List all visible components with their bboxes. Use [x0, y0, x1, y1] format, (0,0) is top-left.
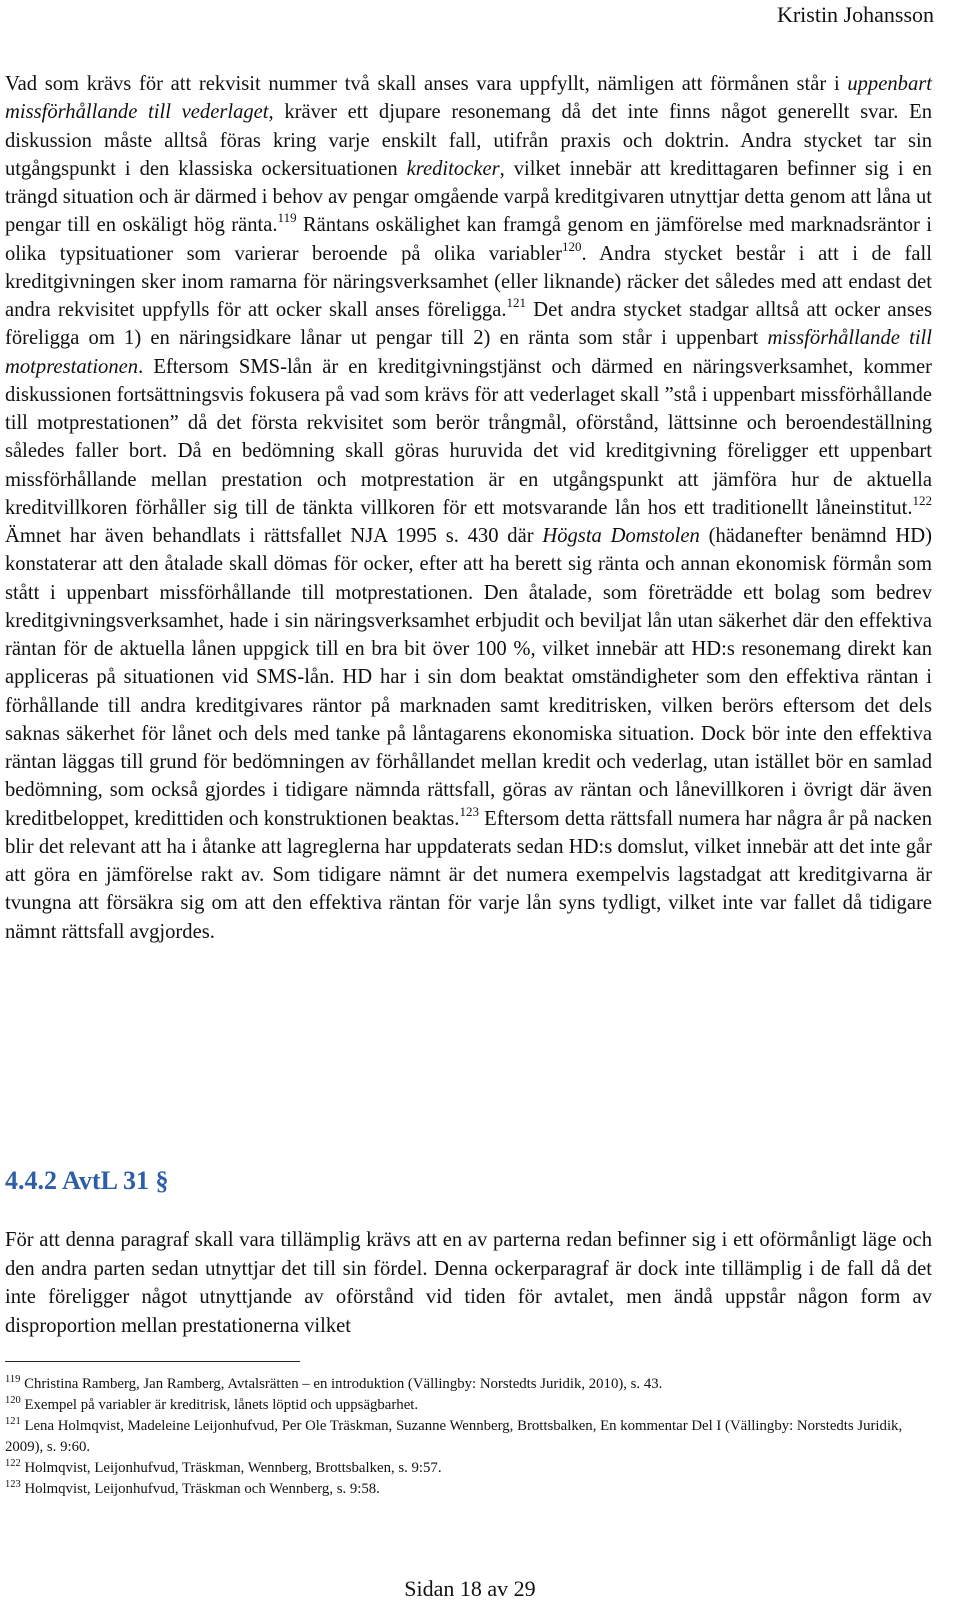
- page-number: Sidan 18 av 29: [404, 1576, 536, 1601]
- body-paragraph-2: För att denna paragraf skall vara tillämplig krävs att en av parterna redan befinner sig i ett oförmånligt läge och den andra parten sedan utnyttjar det till sin fördel. Denna ockerparagraf är dock inte tillämplig i de fall då det inte föreligger något utnyttjande av oförstånd vid tiden för avtalet, men ändå uppstår någon form av disproportion mellan prestationerna vilket: [5, 1229, 932, 1338]
- section-heading: 4.4.2 AvtL 31 §: [5, 1166, 169, 1195]
- text-run: . Eftersom SMS-lån är en kreditgivningstjänst och därmed en näringsverksamhet, kommer diskussionen fortsättningsvis fokusera på vad som krävs för att vederlaget skall ”stå i uppenbart missförhållande till motprestationen” då det första rekvisitet som berör trångmål, oförstånd, lättsinne och beroendeställning således faller bort. Då en bedömning skall göras huruvida det vid kreditgivning föreligger ett uppenbart missförhållande mellan prestation och motprestation är en utgångspunkt att jämföra hur de aktuella kreditvillkoren förhåller sig till de tänkta villkoren för ett motsvarande lån hos ett traditionellt låneinstitut.: [5, 355, 932, 519]
- footnote-ref-121[interactable]: 121: [506, 295, 527, 311]
- footnote-ref-120[interactable]: 120: [562, 238, 582, 254]
- footnote-text: Holmqvist, Leijonhufvud, Träskman, Wennberg, Brottsbalken, s. 9:57.: [24, 1460, 442, 1476]
- text-run: , vilket innebär att kredittagaren befinner sig i en trängd situation och är därmed i behov av pengar omgående varpå kreditgivaren utnyttjar detta genom att låna ut pengar till en oskäligt hög ränta.: [5, 157, 932, 237]
- footnote-number: 119: [5, 1374, 21, 1386]
- footnote-divider: [5, 1361, 300, 1362]
- footnote-ref-122[interactable]: 122: [912, 492, 932, 508]
- footnote-120: [5, 1395, 932, 1416]
- text-run: . Andra stycket består i att i de fall kreditgivningen sker inom ramarna för näringsverksamhet (eller liknande) räcker det således med att endast det andra rekvisitet uppfylls för att ocker skall anses föreligga.: [5, 242, 932, 321]
- footnote-119: [5, 1374, 932, 1395]
- body-paragraph-1: [5, 70, 932, 946]
- footnote-123: [5, 1479, 932, 1500]
- emphasis-text: Högsta Domstolen: [542, 525, 700, 547]
- footnote-text: Christina Ramberg, Jan Ramberg, Avtalsrätten – en introduktion (Vällingby: Norstedts Juridik, 2010), s. 43.: [24, 1376, 663, 1392]
- text-run: Det andra stycket stadgar alltså att ocker anses föreligga om 1) en näringsidkare lånar ut pengar till 2) en ränta som står i uppenbart: [5, 299, 932, 350]
- emphasis-text: uppenbart missförhållande till vederlaget: [5, 73, 932, 124]
- text-run: , kräver ett djupare resonemang då det inte finns något generellt svar. En diskussion måste alltså föras kring varje enskilt fall, utifrån praxis och doktrin. Andra stycket tar sin utgångspunkt i den klassiska ockersituationen: [5, 101, 932, 180]
- footnote-number: 120: [5, 1395, 21, 1407]
- footnote-number: 121: [5, 1416, 21, 1428]
- text-run: Räntans oskälighet kan framgå genom en jämförelse med marknadsräntor i olika typsituationer som varierar beroende på olika variabler: [5, 214, 932, 265]
- footnote-text: Holmqvist, Leijonhufvud, Träskman och Wennberg, s. 9:58.: [24, 1481, 380, 1497]
- footnote-122: [5, 1458, 932, 1479]
- emphasis-text: kreditocker: [406, 157, 500, 180]
- footnote-text: Exempel på variabler är kreditrisk, lånets löptid och uppsägbarhet.: [24, 1397, 419, 1413]
- footnote-ref-119[interactable]: 119: [277, 210, 297, 226]
- footnote-ref-123[interactable]: 123: [459, 803, 479, 819]
- footnote-number: 123: [5, 1479, 21, 1491]
- text-run: Ämnet har även behandlats i rättsfallet NJA 1995 s. 430 där: [5, 525, 543, 547]
- footnote-text: Lena Holmqvist, Madeleine Leijonhufvud, Per Ole Träskman, Suzanne Wennberg, Brottsbalken, En kommentar Del I (Vällingby: Norstedts Juridik, 2009), s. 9:60.: [5, 1418, 903, 1455]
- footnotes: [5, 1374, 932, 1500]
- footnote-121: [5, 1416, 932, 1458]
- text-run: (hädanefter benämnd HD) konstaterar att den åtalade skall dömas för ocker, efter att ha berett sig ränta och annan ekonomisk förmån som stått i uppenbart missförhållande till motprestationen. Den åtalade, som företrädde ett bolag som bedrev kreditgivningsverksamhet, hade i sin näringsverksamhet erbjudit och beviljat lån utan säkerhet där den effektiva räntan för de aktuella lånen uppgick till en bra bit över 100 %, vilket innebär att HD:s resonemang direkt kan appliceras på situationen vid SMS-lån. HD har i sin dom beaktat omständigheter som den effektiva räntan i förhållande till andra kreditgivares räntor på marknaden samt kreditrisken, vilken berörs eftersom det dels saknas säkerhet för lånet och dels med tanke på låntagarens ekonomiska situation. Dock bör inte den effektiva räntan läggas till grund för bedömningen av förhållandet mellan kredit och vederlag, utan istället bör en samlad bedömning, som också gjordes i tidigare nämnda rättsfall, göras av räntan och lånevillkoren i övrigt där även kreditbeloppet, kredittiden och konstruktionen beaktas.: [5, 525, 932, 830]
- text-run: Vad som krävs för att rekvisit nummer två skall anses vara uppfyllt, nämligen att förmånen står i: [5, 73, 848, 95]
- text-run: Eftersom detta rättsfall numera har några år på nacken blir det relevant att ha i åtanke att lagreglerna har uppdaterats sedan HD:s domslut, vilket innebär att det inte går att göra en jämförelse rakt av. Som tidigare nämnt är det numera exempelvis lagstadgat att kreditgivarna är tvungna att försäkra sig om att den effektiva räntan för varje lån syns tydligt, vilket inte var fallet då tidigare nämnt rättsfall avgjordes.: [5, 807, 932, 943]
- footnote-number: 122: [5, 1458, 21, 1470]
- emphasis-text: missförhållande till motprestationen: [5, 327, 932, 378]
- header-author: Kristin Johansson: [776, 2, 934, 27]
